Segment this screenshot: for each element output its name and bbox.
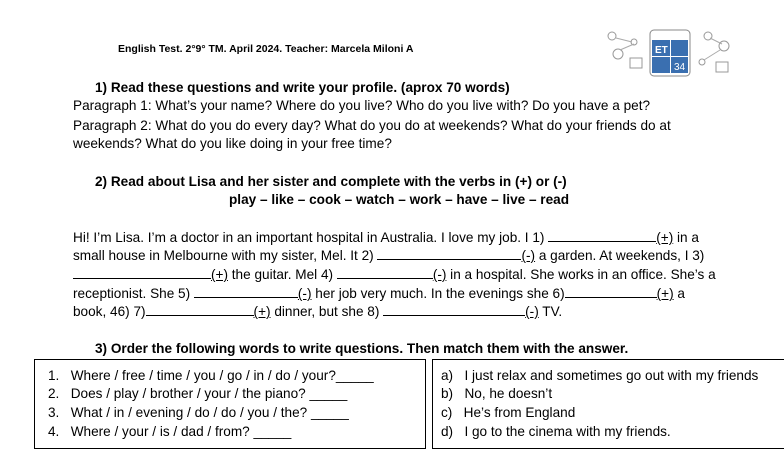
questions-box [34, 359, 426, 449]
question-text: Where / free / time / you / go / in / do / your?_____ [70, 368, 374, 383]
hint-2: (-) [521, 248, 536, 263]
q1-line-1: Paragraph 1: What’s your name? Where do you live? Who do you live with? Do you have a pet? [73, 98, 651, 113]
question-number: 3. [48, 405, 60, 420]
q1-line-3: weekends? What do you like doing in your free time? [73, 136, 392, 151]
blank-4[interactable] [337, 266, 433, 279]
logo-text-bottom: 34 [674, 62, 686, 73]
answer-text: I go to the cinema with my friends. [464, 424, 671, 439]
q1-heading: 1) Read these questions and write your profile. (aprox 70 words) [95, 80, 510, 95]
blank-5[interactable] [194, 285, 298, 298]
answer-text: No, he doesn’t [464, 386, 553, 401]
q2-line1-start: Hi! I’m Lisa. I’m a doctor in an important hospital in Australia. I love my job. I 1) [73, 230, 549, 245]
hint-4: (-) [432, 267, 447, 282]
question-item-4 [48, 424, 291, 439]
q2-text-line-5 [73, 303, 562, 319]
question-number: 1. [48, 368, 60, 383]
answer-item-d [441, 424, 671, 439]
q3-heading: 3) Order the following words to write questions. Then match them with the answer. [95, 341, 629, 356]
q2-line2-end: a garden. At weekends, I 3) [535, 248, 705, 263]
q1-line-2: Paragraph 2: What do you do every day? What do you do at weekends? What do your friends do at [73, 118, 671, 133]
question-text: Where / your / is / dad / from? _____ [70, 424, 292, 439]
answer-letter: c) [441, 405, 453, 420]
q2-line3-end: in a hospital. She works in an office. She’s a [446, 267, 716, 282]
q2-line3-mid: the guitar. Mel 4) [228, 267, 337, 282]
hint-8: (-) [525, 304, 539, 319]
q2-text-line-4 [73, 285, 685, 301]
answer-item-c [441, 405, 575, 420]
q2-line1-end: in a [673, 230, 699, 245]
q2-line4-start: receptionist. She 5) [73, 286, 194, 301]
question-item-3 [48, 405, 349, 420]
q2-line5-start: book, 46) 7) [73, 304, 146, 319]
blank-6[interactable] [565, 285, 657, 298]
question-number: 2. [48, 386, 60, 401]
blank-1[interactable] [548, 229, 656, 242]
q2-line4-end: a [673, 286, 685, 301]
blank-3[interactable] [73, 266, 211, 279]
school-logo [604, 28, 734, 80]
logo-text-top: ET [655, 45, 668, 56]
school-logo-icon [604, 28, 734, 80]
answer-text: He’s from England [463, 405, 576, 420]
blank-2[interactable] [377, 247, 521, 260]
hint-3: (+) [211, 267, 228, 282]
q2-line5-end: TV. [538, 304, 563, 319]
q2-line5-mid: dinner, but she 8) [270, 304, 384, 319]
hint-6: (+) [656, 286, 674, 301]
blank-8[interactable] [383, 303, 525, 316]
question-item-1 [48, 368, 374, 383]
answer-letter: a) [441, 368, 454, 383]
q2-line4-mid: her job very much. In the evenings she 6) [311, 286, 565, 301]
answer-letter: b) [441, 386, 454, 401]
q2-heading: 2) Read about Lisa and her sister and complete with the verbs in (+) or (-) [95, 174, 567, 189]
q2-text-line-3 [73, 266, 716, 282]
answer-letter: d) [441, 424, 454, 439]
answer-text: I just relax and sometimes go out with my friends [464, 368, 759, 383]
question-number: 4. [48, 424, 60, 439]
q2-verb-list: play – like – cook – watch – work – have – live – read [229, 192, 570, 207]
hint-1: (+) [656, 230, 674, 245]
q2-text-line-1 [73, 229, 699, 245]
q2-line2-start: small house in Melbourne with my sister, Mel. It 2) [73, 248, 378, 263]
question-item-2 [48, 386, 347, 401]
hint-5: (-) [297, 286, 312, 301]
test-header: English Test. 2°9° TM. April 2024. Teacher: Marcela Miloni A [118, 43, 414, 55]
answer-item-a [441, 368, 758, 383]
question-text: What / in / evening / do / do / you / the? _____ [70, 405, 349, 420]
blank-7[interactable] [146, 303, 254, 316]
answers-box [432, 359, 784, 449]
answer-item-b [441, 386, 552, 401]
q2-text-line-2 [73, 247, 704, 263]
question-text: Does / play / brother / your / the piano? _____ [70, 386, 348, 401]
hint-7: (+) [253, 304, 271, 319]
